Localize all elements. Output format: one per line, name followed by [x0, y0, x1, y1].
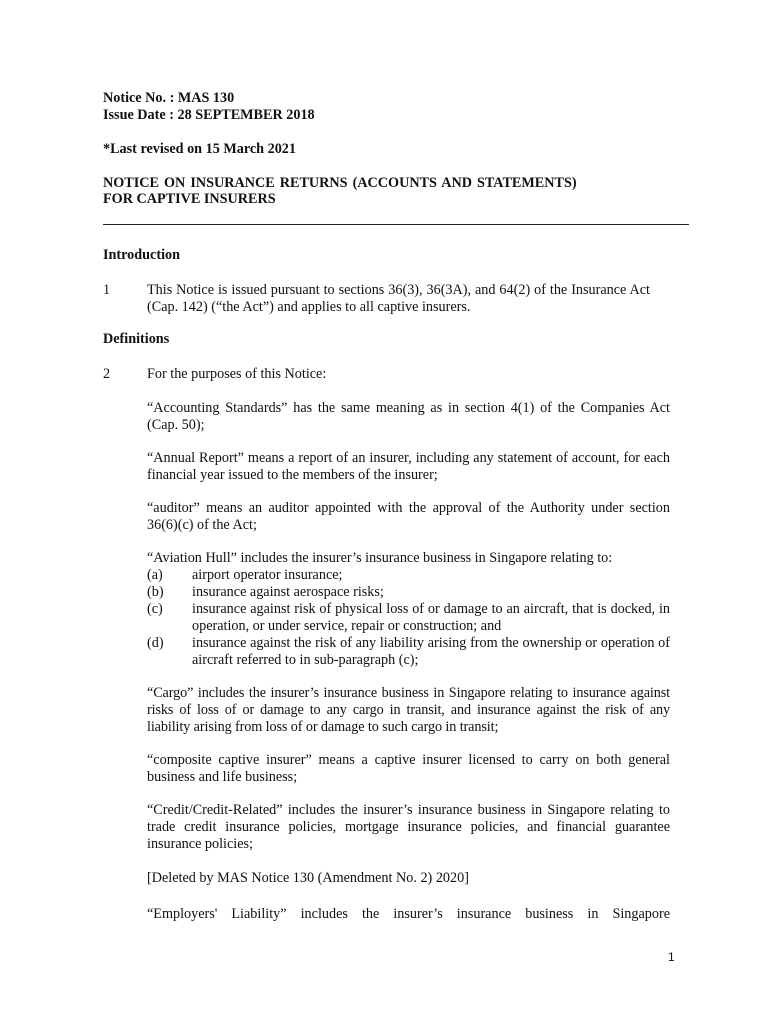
document-title-line-2: FOR CAPTIVE INSURERS: [103, 191, 276, 207]
title-divider: [103, 224, 689, 225]
definition-employers-liability: “Employers' Liability” includes the insurer’s insurance business in Singapore: [147, 906, 670, 922]
paragraph-number: 2: [103, 366, 111, 382]
list-item: airport operator insurance;: [192, 567, 343, 583]
definition-credit: “Credit/Credit-Related” includes the insurer’s insurance business in Singapore relating to trade credit insurance policies, mortgage insurance policies, and financial guarantee insurance policies;: [147, 802, 670, 852]
definition-auditor: “auditor” means an auditor appointed with the approval of the Authority under section 36(6)(c) of the Act;: [147, 500, 670, 533]
list-item: insurance against risk of physical loss of or damage to an aircraft, that is docked, in operation, or under service, repair or construction; and: [192, 601, 670, 634]
list-label: (a): [147, 567, 163, 583]
definition-accounting-standards: “Accounting Standards” has the same meaning as in section 4(1) of the Companies Act (Cap. 50);: [147, 400, 670, 433]
list-item: insurance against aerospace risks;: [192, 584, 384, 600]
definitions-intro: For the purposes of this Notice:: [147, 366, 327, 382]
issue-date: Issue Date : 28 SEPTEMBER 2018: [103, 107, 315, 123]
page-number: 1: [668, 950, 675, 964]
paragraph-number: 1: [103, 282, 111, 298]
introduction-paragraph: This Notice is issued pursuant to sections 36(3), 36(3A), and 64(2) of the Insurance Act (Cap. 142) (“the Act”) and applies to all captive insurers.: [147, 282, 650, 315]
definition-composite-captive-insurer: “composite captive insurer” means a captive insurer licensed to carry on both general business and life business;: [147, 752, 670, 785]
introduction-heading: Introduction: [103, 247, 180, 263]
document-title-line-1: NOTICE ON INSURANCE RETURNS (ACCOUNTS AND STATEMENTS): [103, 175, 577, 191]
definition-cargo: “Cargo” includes the insurer’s insurance business in Singapore relating to insurance against risks of loss of or damage to any cargo in transit, and insurance against the risk of any liability arising from loss of or damage to such cargo in transit;: [147, 685, 670, 735]
list-label: (c): [147, 601, 163, 617]
definitions-heading: Definitions: [103, 331, 170, 347]
definition-annual-report: “Annual Report” means a report of an insurer, including any statement of account, for each financial year issued to the members of the insurer;: [147, 450, 670, 483]
list-label: (b): [147, 584, 164, 600]
definition-aviation-hull: “Aviation Hull” includes the insurer’s insurance business in Singapore relating to:: [147, 550, 613, 566]
deleted-definition-note: [Deleted by MAS Notice 130 (Amendment No. 2) 2020]: [147, 870, 469, 886]
list-item: insurance against the risk of any liability arising from the ownership or operation of aircraft referred to in sub-paragraph (c);: [192, 635, 670, 668]
last-revised: *Last revised on 15 March 2021: [103, 141, 296, 157]
notice-number: Notice No. : MAS 130: [103, 90, 235, 106]
list-label: (d): [147, 635, 164, 651]
